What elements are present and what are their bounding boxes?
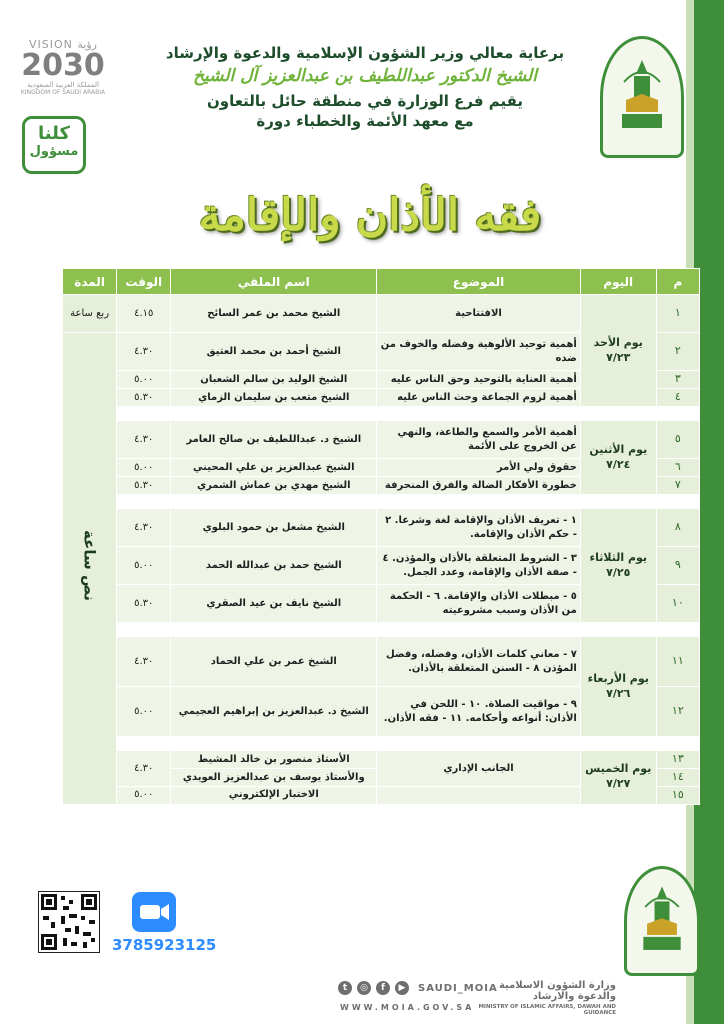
table-row	[63, 637, 700, 687]
organizer-line: يقيم فرع الوزارة في منطقة حائل بالتعاون	[206, 92, 524, 110]
time-cell: ٤.٣٠	[117, 751, 171, 787]
time-cell: ٥.٠٠	[117, 687, 171, 737]
topic-cell: ١ - تعريف الأذان والإقامة لغة وشرعا. ٢ - حكم الأذان والإقامة.	[377, 509, 581, 547]
header-time: الوقت	[117, 269, 171, 295]
day-cell: يوم الأربعاء ٧/٢٦	[580, 637, 656, 737]
vision-2030-logo	[8, 38, 118, 104]
topic-cell: ٣ - الشروط المتعلقة بالأذان والمؤذن. ٤ - صفة الأذان والإقامة، وعدد الجمل.	[377, 547, 581, 585]
kulna-masool-badge	[22, 116, 86, 174]
topic-cell: أهمية الأمر والسمع والطاعة، والنهي عن الخروج على الأئمة	[377, 421, 581, 459]
ministry-name-en: MINISTRY OF ISLAMIC AFFAIRS, DAWAH AND GUIDANCE	[478, 1004, 616, 1016]
time-cell: ٤.٣٠	[117, 333, 171, 371]
time-cell: ٤.٣٠	[117, 509, 171, 547]
vision-kingdom-ar: المملكة العربية السعودية	[27, 81, 99, 89]
table-row	[63, 751, 700, 769]
time-cell: ٥.٠٠	[117, 459, 171, 477]
row-num: ١٤	[656, 768, 699, 786]
row-num: ٧	[656, 477, 699, 495]
row-num: ١٠	[656, 585, 699, 623]
time-cell: ٤.٣٠	[117, 421, 171, 459]
day-cell: يوم الخميس ٧/٢٧	[580, 751, 656, 805]
zoom-camera-icon	[132, 892, 176, 932]
schedule-table	[62, 268, 700, 805]
masool-word: مسؤول	[29, 144, 79, 159]
row-spacer	[63, 495, 700, 509]
table-row	[63, 509, 700, 547]
sponsor-line: برعاية معالي وزير الشؤون الإسلامية والدعوة والإرشاد	[165, 44, 565, 62]
vision-year: 2030	[21, 48, 105, 83]
topic-cell-empty	[377, 786, 581, 804]
emblem-icon	[634, 879, 690, 963]
row-num: ١١	[656, 637, 699, 687]
vision-kingdom-en: KINGDOM OF SAUDI ARABIA	[20, 89, 106, 96]
speaker-cell: الشيخ محمد بن عمر السائح	[171, 295, 377, 333]
speaker-cell: الشيخ حمد بن عبدالله الحمد	[171, 547, 377, 585]
speaker-cell: الشيخ أحمد بن محمد العتيق	[171, 333, 377, 371]
facebook-icon[interactable]: f	[376, 981, 390, 995]
speaker-cell: الشيخ الوليد بن سالم الشعبان	[171, 371, 377, 389]
time-cell: ٥.٣٠	[117, 389, 171, 407]
topic-cell: خطورة الأفكار الضالة والفرق المنحرفة	[377, 477, 581, 495]
row-num: ١٢	[656, 687, 699, 737]
time-cell: ٥.٠٠	[117, 547, 171, 585]
zoom-meeting-id[interactable]: 3785923125	[112, 936, 217, 954]
speaker-cell: الشيخ متعب بن سليمان الزماي	[171, 389, 377, 407]
course-title: فقه الأذان والإقامة	[198, 190, 542, 241]
youtube-icon[interactable]: ▶	[395, 981, 409, 995]
table-row	[63, 295, 700, 333]
zoom-logo[interactable]	[132, 892, 176, 932]
time-cell: ٥.٣٠	[117, 477, 171, 495]
row-spacer	[63, 407, 700, 421]
kulna-word: كلنا	[38, 123, 70, 144]
day-cell: يوم الثلاثاء ٧/٢٥	[580, 509, 656, 623]
header-num: م	[656, 269, 699, 295]
ministry-emblem-top	[600, 36, 684, 158]
twitter-icon[interactable]: t	[338, 981, 352, 995]
instagram-icon[interactable]: ◎	[357, 981, 371, 995]
time-cell: ٤.١٥	[117, 295, 171, 333]
duration-cell: ربع ساعة	[63, 295, 117, 333]
time-cell: ٥.٠٠	[117, 786, 171, 804]
vision-label: VISION رؤية	[29, 38, 97, 51]
topic-cell: ٥ - مبطلات الأذان والإقامة. ٦ - الحكمة من الأذان وسبب مشروعيته	[377, 585, 581, 623]
row-spacer	[63, 737, 700, 751]
topic-cell: أهمية العناية بالتوحيد وحق الناس عليه	[377, 371, 581, 389]
topic-cell: الافتتاحية	[377, 295, 581, 333]
speaker-cell: الشيخ مشعل بن حمود البلوي	[171, 509, 377, 547]
time-cell: ٤.٣٠	[117, 637, 171, 687]
speaker-cell: الاختبار الإلكتروني	[171, 786, 377, 804]
emblem-icon	[612, 52, 672, 142]
topic-cell: ٩ - مواقيت الصلاة. ١٠ - اللحن في الأذان: أنواعه وأحكامه. ١١ - فقه الأذان.	[377, 687, 581, 737]
row-num: ١٣	[656, 751, 699, 769]
row-num: ٦	[656, 459, 699, 477]
time-cell: ٥.٠٠	[117, 371, 171, 389]
speaker-cell: الشيخ د. عبدالعزيز بن إبراهيم العجيمي	[171, 687, 377, 737]
speaker-cell: والأستاذ يوسف بن عبدالعزيز العويدي	[171, 768, 377, 786]
time-cell: ٥.٣٠	[117, 585, 171, 623]
ministry-name-ar: وزارة الشؤون الاسلامية والدعوة والارشاد	[498, 980, 616, 1002]
day-cell: يوم الأحد ٧/٢٣	[580, 295, 656, 407]
row-num: ١	[656, 295, 699, 333]
qr-code[interactable]	[38, 891, 100, 953]
speaker-cell: الشيخ د. عبداللطيف بن صالح العامر	[171, 421, 377, 459]
speaker-cell: الأستاذ منصور بن خالد المشيط	[171, 751, 377, 769]
schedule-table-wrapper	[62, 268, 700, 805]
minister-name: الشيخ الدكتور عبداللطيف بن عبدالعزيز آل الشيخ	[193, 66, 537, 86]
header-day: اليوم	[580, 269, 656, 295]
qr-code-icon	[39, 892, 99, 952]
row-num: ٣	[656, 371, 699, 389]
table-row	[63, 421, 700, 459]
header-duration: المدة	[63, 269, 117, 295]
speaker-cell: الشيخ مهدي بن عماش الشمري	[171, 477, 377, 495]
topic-cell: ٧ - معاني كلمات الأذان، وفضله، وفضل المؤذن ٨ - السنن المتعلقة بالأذان.	[377, 637, 581, 687]
row-spacer	[63, 623, 700, 637]
topic-cell: أهمية لزوم الجماعة وحث الناس عليه	[377, 389, 581, 407]
row-num: ٩	[656, 547, 699, 585]
ministry-emblem-bottom	[624, 866, 700, 976]
table-header-row	[63, 269, 700, 295]
row-num: ٨	[656, 509, 699, 547]
speaker-cell: الشيخ نايف بن عيد الصقري	[171, 585, 377, 623]
social-handle[interactable]: SAUDI_MOIA	[418, 982, 498, 994]
topic-cell: أهمية توحيد الألوهية وفضله والخوف من ضده	[377, 333, 581, 371]
topic-cell: الجانب الإداري	[377, 751, 581, 787]
row-num: ٥	[656, 421, 699, 459]
duration-label: نص ساعة	[80, 530, 99, 602]
speaker-cell: الشيخ عمر بن علي الحماد	[171, 637, 377, 687]
row-num: ١٥	[656, 786, 699, 804]
website-link[interactable]: WWW.MOIA.GOV.SA	[340, 1003, 475, 1012]
ministry-name-block	[460, 980, 616, 1016]
day-cell: يوم الأثنين ٧/٢٤	[580, 421, 656, 495]
topic-cell: حقوق ولي الأمر	[377, 459, 581, 477]
header-block	[130, 44, 600, 130]
partner-line: مع معهد الأئمة والخطباء دورة	[256, 112, 474, 130]
speaker-cell: الشيخ عبدالعزيز بن علي المحيني	[171, 459, 377, 477]
header-speaker: اسم الملقي	[171, 269, 377, 295]
duration-cell-main	[63, 333, 117, 805]
row-num: ٢	[656, 333, 699, 371]
row-num: ٤	[656, 389, 699, 407]
header-topic: الموضوع	[377, 269, 581, 295]
